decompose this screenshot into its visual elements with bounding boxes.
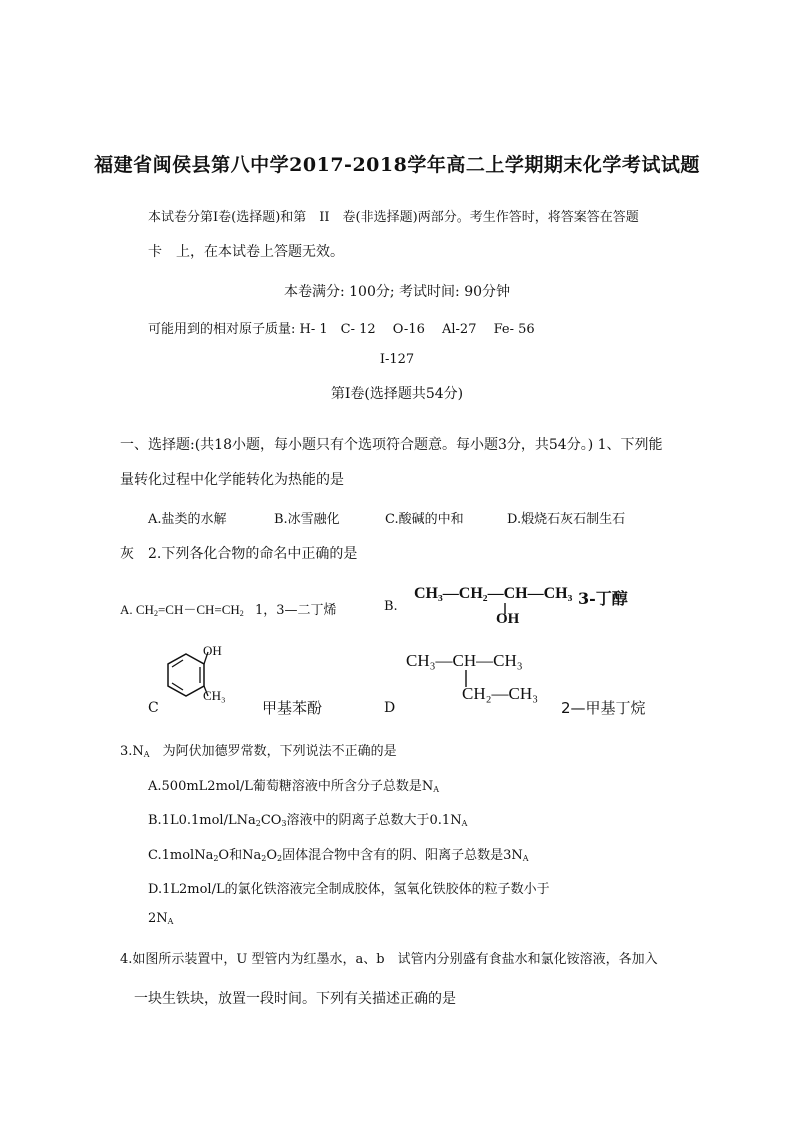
q4-stem-line-1: 4.如图所示装置中，U 型管内为红墨水，a、b 试管内分别盛有食盐水和氯化铵溶液，各加入 bbox=[120, 952, 658, 967]
q2-option-a bbox=[120, 599, 244, 618]
q2-b-label: B. bbox=[384, 599, 398, 614]
q2-b-structure-chain: CH₃—CH₂—CH—CH₃ bbox=[414, 585, 573, 602]
q3-option-d-line-2: $2N_A$ bbox=[148, 911, 174, 926]
intro-line-1: 本试卷分第Ⅰ卷(选择题)和第 II 卷(非选择题)两部分。考生作答时，将答案答在答题 bbox=[148, 210, 639, 225]
q2-c-ch3-group: CH₃ bbox=[203, 688, 226, 703]
q2-b-oh-group: OH bbox=[496, 611, 520, 627]
q3-option-b: $B.1L0.1mol/LNa_2CO_3$溶液中的阴离子总数大于$0.1N_A$ bbox=[148, 813, 468, 828]
q2-d-structure-top: CH₃—CH—CH₃ bbox=[406, 651, 523, 670]
q3-option-a: A.500mL2mol/L葡萄糖溶液中所含分子总数是$N_A$ bbox=[148, 779, 440, 794]
q2-d-label: D bbox=[384, 700, 396, 716]
q1-option-a: A.盐类的水解 bbox=[148, 512, 227, 527]
q2-c-name: 甲基苯酚 bbox=[262, 699, 323, 717]
q4-stem-line-2: 一块生铁块，放置一段时间。下列有关描述正确的是 bbox=[134, 991, 456, 1007]
q2-a-name: 1，3—二丁烯 bbox=[255, 603, 337, 618]
q2-c-benzene-ring-structure bbox=[150, 640, 240, 710]
q1-option-d: D.煅烧石灰石制生石 bbox=[507, 512, 626, 527]
q2-stem: 灰 2.下列各化合物的命名中正确的是 bbox=[120, 546, 358, 562]
exam-title: 福建省闽侯县第八中学2017-2018学年高二上学期期末化学考试试题 bbox=[94, 154, 700, 176]
part1-instructions-line-1: 一、选择题:(共18小题，每小题只有个选项符合题意。每小题3分，共54分。) 1、下列能 bbox=[120, 437, 663, 453]
atomic-masses-line-1: 可能用到的相对原子质量: H- 1 C- 12 O-16 Al-27 Fe- 56 bbox=[148, 322, 535, 337]
q2-b-name: 3-丁醇 bbox=[578, 589, 628, 608]
q2-c-label: C bbox=[148, 700, 159, 716]
score-and-time: 本卷满分: 100分; 考试时间: 90分钟 bbox=[283, 284, 511, 300]
q3-stem: $3.N_A$ 为阿伏加德罗常数，下列说法不正确的是 bbox=[120, 744, 397, 759]
q2-c-oh-group: OH bbox=[203, 643, 222, 658]
part1-instructions-line-2: 量转化过程中化学能转化为热能的是 bbox=[120, 472, 344, 488]
q2-a-formula: $CH_2=CH-CH=CH_2$ bbox=[135, 602, 244, 618]
q2-d-name: 2—甲基丁烷 bbox=[561, 699, 646, 717]
q3-option-c: C.1molNa$_2$O和$Na_2O_2$固体混合物中含有的阴、阳离子总数是$3N_A$ bbox=[148, 848, 529, 863]
q3-option-d-line-1: D.1L2mol/L的氯化铁溶液完全制成胶体，氢氧化铁胶体的粒子数小于 bbox=[148, 882, 550, 897]
q1-option-c: C.酸碱的中和 bbox=[385, 512, 464, 527]
q2-d-structure-bottom: CH₂—CH₃ bbox=[462, 684, 539, 703]
q1-option-b: B.冰雪融化 bbox=[274, 512, 340, 527]
q2-a-label: A. bbox=[120, 602, 133, 617]
intro-line-2: 卡 上，在本试卷上答题无效。 bbox=[148, 244, 344, 260]
atomic-masses-line-2: I-127 bbox=[379, 352, 415, 367]
section-title: 第I卷(选择题共54分) bbox=[330, 386, 464, 402]
